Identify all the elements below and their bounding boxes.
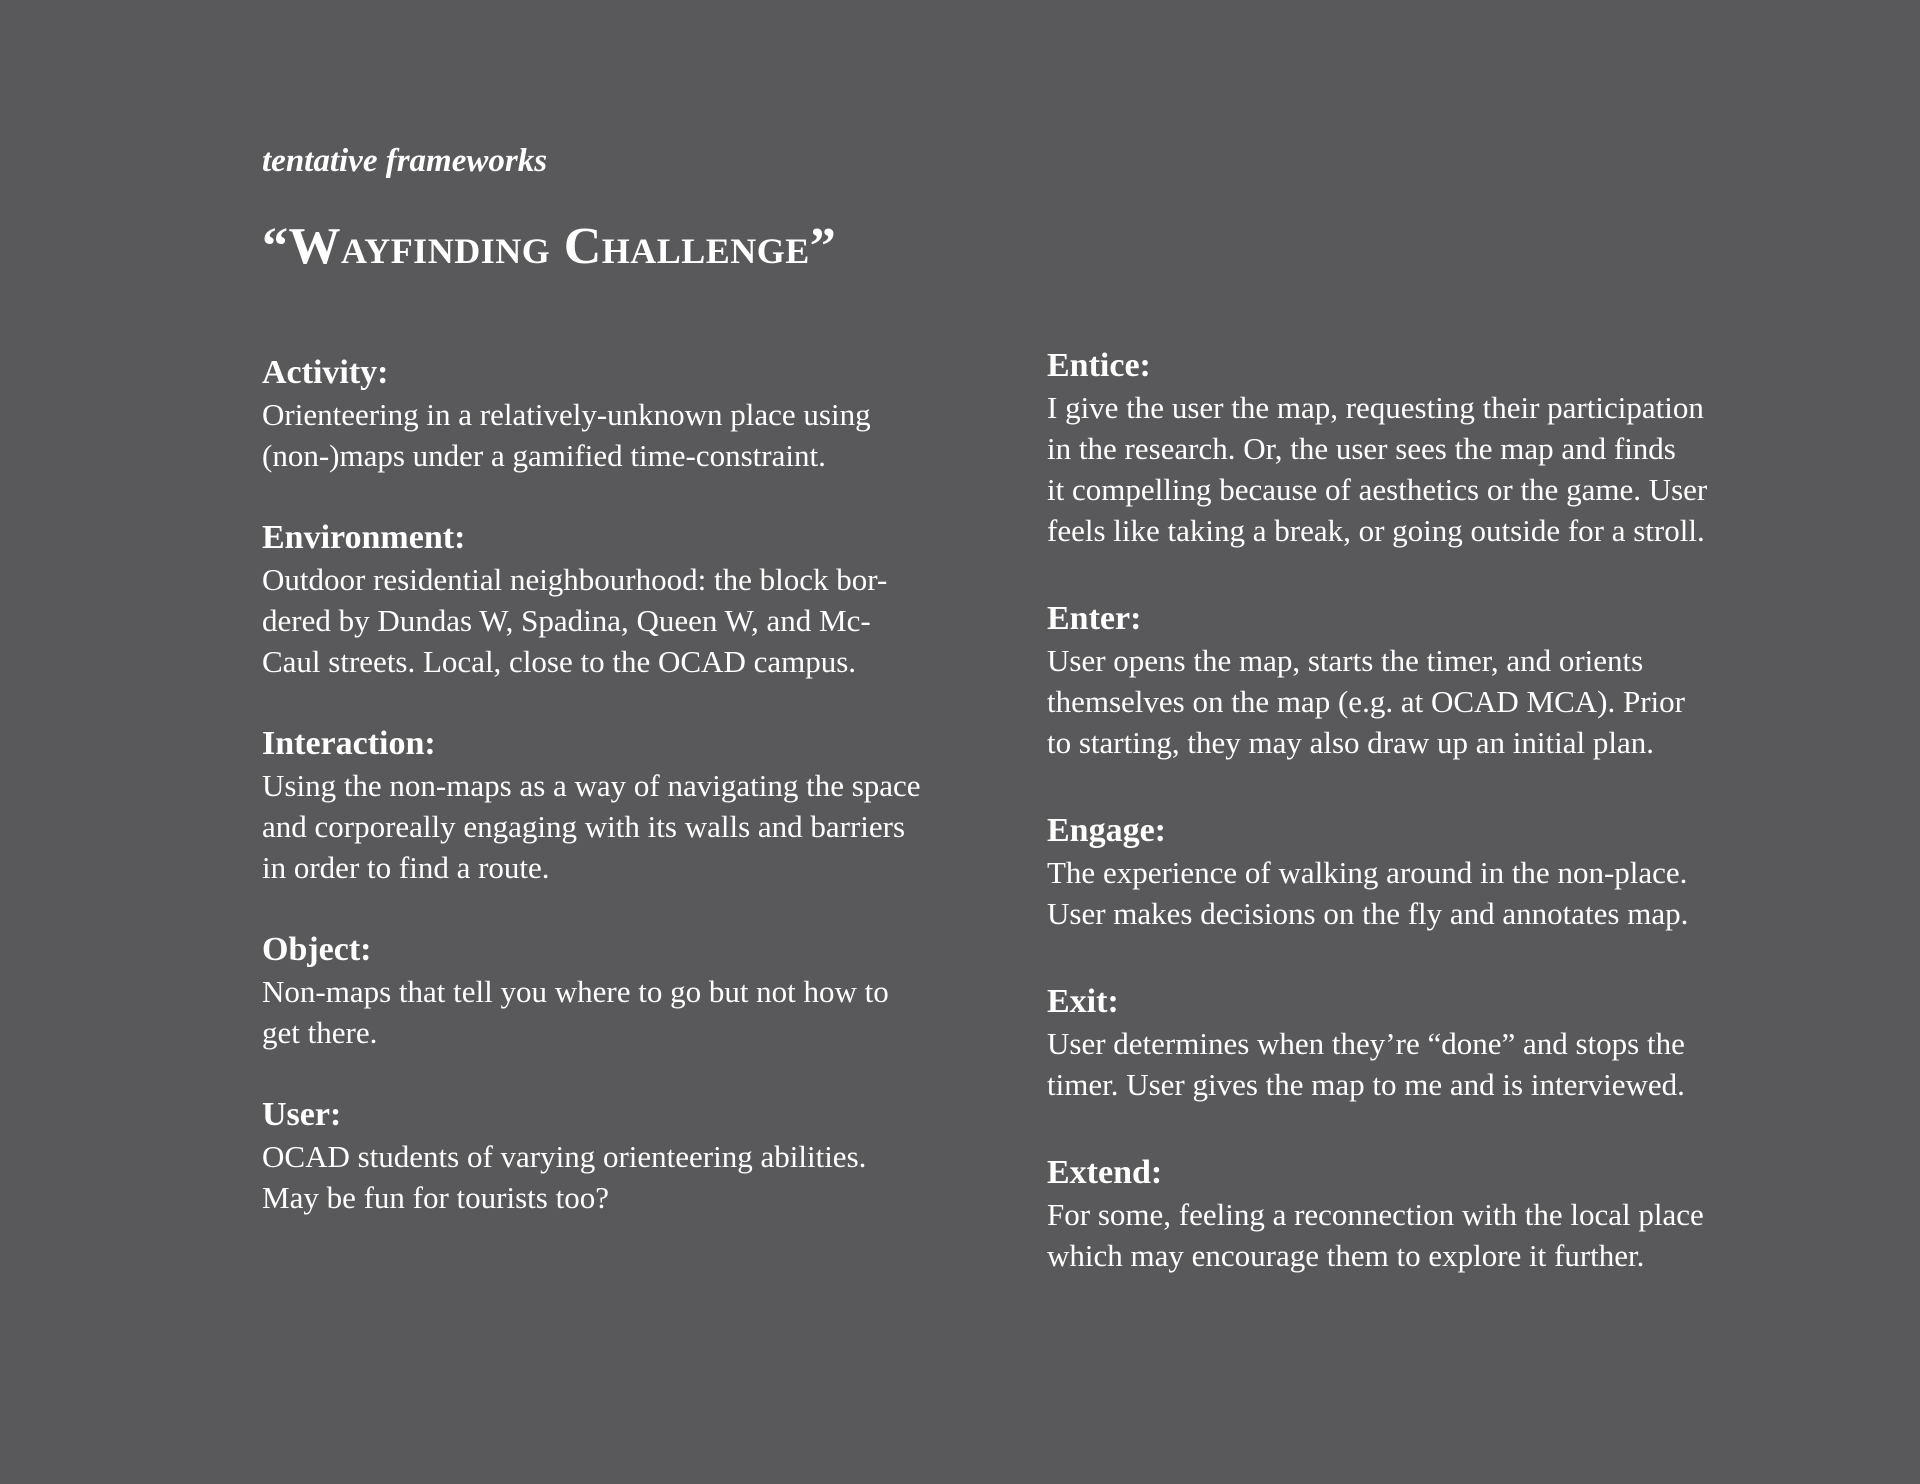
section-heading: Enter: bbox=[1047, 600, 1142, 637]
body-line: which may encourage them to explore it further. bbox=[1047, 1238, 1645, 1273]
section-heading: Environment: bbox=[262, 519, 466, 556]
section-enter bbox=[1047, 598, 1767, 763]
right-column bbox=[1047, 345, 1767, 1323]
section-interaction bbox=[262, 723, 982, 888]
section-engage bbox=[1047, 810, 1767, 934]
body-line: timer. User gives the map to me and is interviewed. bbox=[1047, 1067, 1685, 1102]
left-column bbox=[262, 352, 982, 1259]
body-line: and corporeally engaging with its walls and barriers bbox=[262, 809, 906, 844]
section-object bbox=[262, 929, 982, 1053]
body-line: in the research. Or, the user sees the map and finds bbox=[1047, 431, 1676, 466]
body-line: to starting, they may also draw up an initial plan. bbox=[1047, 725, 1654, 760]
body-line: it compelling because of aesthetics or the game. User bbox=[1047, 472, 1708, 507]
body-line: I give the user the map, requesting their participation bbox=[1047, 390, 1704, 425]
body-line: in order to find a route. bbox=[262, 850, 550, 885]
section-heading: Interaction: bbox=[262, 725, 436, 762]
section-exit bbox=[1047, 981, 1767, 1105]
body-line: (non-)maps under a gamified time-constraint. bbox=[262, 438, 826, 473]
body-line: User determines when they’re “done” and stops the bbox=[1047, 1026, 1685, 1061]
body-line: May be fun for tourists too? bbox=[262, 1180, 609, 1215]
section-body bbox=[262, 394, 982, 476]
section-body bbox=[262, 765, 982, 888]
page-subtitle: tentative frameworks bbox=[262, 143, 548, 179]
page-title: “Wayfinding Challenge” bbox=[262, 218, 837, 275]
section-body bbox=[1047, 1194, 1767, 1276]
section-body bbox=[1047, 852, 1767, 934]
body-line: OCAD students of varying orienteering abilities. bbox=[262, 1139, 867, 1174]
section-heading: Exit: bbox=[1047, 983, 1119, 1020]
section-heading: Engage: bbox=[1047, 812, 1166, 849]
body-line: get there. bbox=[262, 1015, 378, 1050]
section-extend bbox=[1047, 1152, 1767, 1276]
body-line: Non-maps that tell you where to go but not how to bbox=[262, 974, 889, 1009]
section-body bbox=[262, 559, 982, 682]
body-line: The experience of walking around in the non-place. bbox=[1047, 855, 1688, 890]
section-body bbox=[262, 1136, 982, 1218]
section-environment bbox=[262, 517, 982, 682]
body-line: Orienteering in a relatively-unknown place using bbox=[262, 397, 871, 432]
section-heading: Object: bbox=[262, 931, 372, 968]
body-line: For some, feeling a reconnection with the local place bbox=[1047, 1197, 1704, 1232]
body-line: User opens the map, starts the timer, and orients bbox=[1047, 643, 1644, 678]
body-line: feels like taking a break, or going outside for a stroll. bbox=[1047, 513, 1705, 548]
section-heading: User: bbox=[262, 1096, 342, 1133]
section-user bbox=[262, 1094, 982, 1218]
section-body bbox=[1047, 640, 1767, 763]
body-line: User makes decisions on the fly and annotates map. bbox=[1047, 896, 1689, 931]
body-line: dered by Dundas W, Spadina, Queen W, and Mc- bbox=[262, 603, 871, 638]
body-line: Using the non-maps as a way of navigating the space bbox=[262, 768, 921, 803]
section-heading: Entice: bbox=[1047, 347, 1151, 384]
body-line: Outdoor residential neighbourhood: the block bor- bbox=[262, 562, 888, 597]
section-body bbox=[1047, 387, 1767, 551]
section-body bbox=[262, 971, 982, 1053]
section-activity bbox=[262, 352, 982, 476]
section-entice bbox=[1047, 345, 1767, 551]
body-line: themselves on the map (e.g. at OCAD MCA). Prior bbox=[1047, 684, 1685, 719]
section-heading: Activity: bbox=[262, 354, 389, 391]
body-line: Caul streets. Local, close to the OCAD campus. bbox=[262, 644, 857, 679]
section-body bbox=[1047, 1023, 1767, 1105]
section-heading: Extend: bbox=[1047, 1154, 1163, 1191]
